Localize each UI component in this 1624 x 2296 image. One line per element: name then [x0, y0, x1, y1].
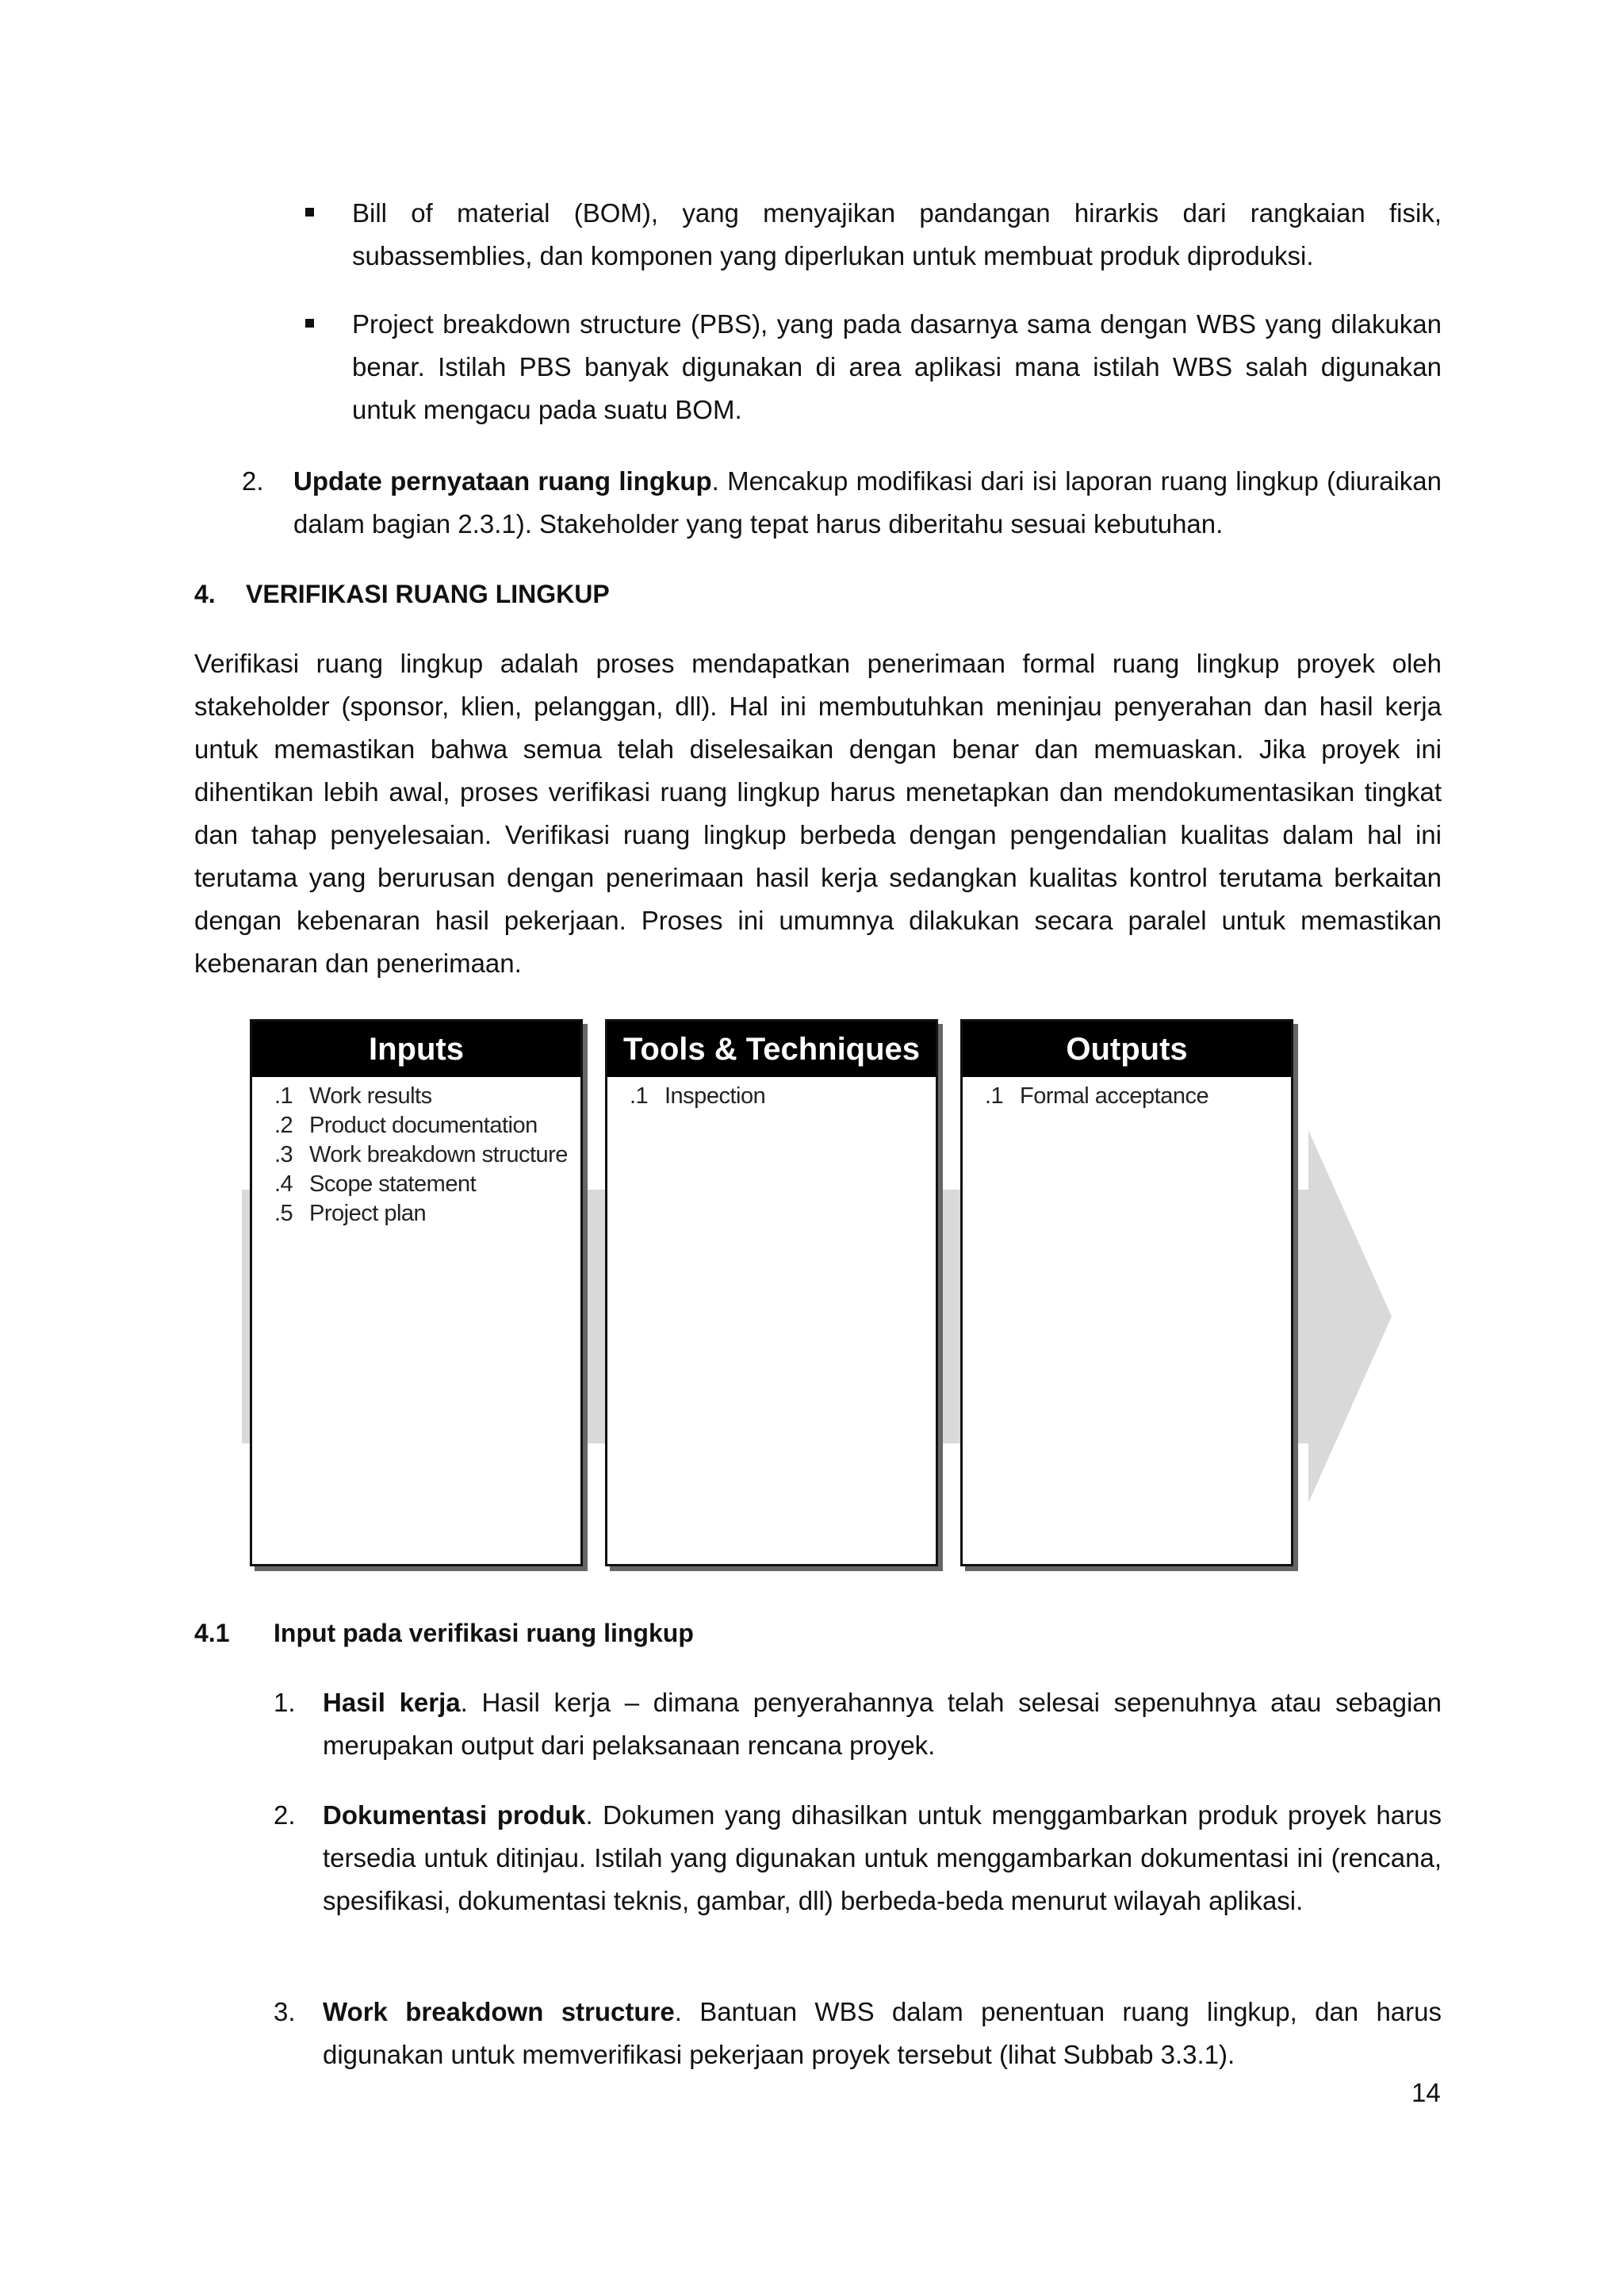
- bullet-pbs: Project breakdown structure (PBS), yang pada dasarnya sama dengan WBS yang dilakukan benar. Istilah PBS banyak digunakan di area aplikasi mana istilah WBS salah digunakan untuk mengacu pada suatu BOM.: [352, 309, 1442, 424]
- list-item: .4 Scope statement: [274, 1171, 477, 1197]
- inputs-box: [250, 1019, 583, 1566]
- item-title: Update pernyataan ruang lingkup: [293, 466, 712, 496]
- item-title: Hasil kerja: [323, 1688, 461, 1717]
- list-item: .3 Work breakdown structure: [274, 1142, 568, 1167]
- subsection-number: 4.1: [194, 1619, 230, 1647]
- item-number: 2.: [242, 466, 264, 496]
- item-hasil-kerja: [323, 1681, 1442, 1767]
- item-number: 1.: [274, 1688, 296, 1717]
- page-number: 14: [1411, 2078, 1441, 2107]
- bullet-marker: [305, 208, 314, 217]
- list-item: .1 Formal acceptance: [985, 1083, 1209, 1109]
- item-wbs: [323, 1991, 1442, 2076]
- item-text: . Hasil kerja – dimana penyerahannya telah selesai sepenuhnya atau sebagian merupakan output dari pelaksanaan rencana proyek.: [323, 1688, 1442, 1760]
- outputs-list: [963, 1077, 1291, 1111]
- item-title: Work breakdown structure: [323, 1997, 675, 2026]
- list-item: .1 Work results: [274, 1083, 432, 1109]
- itto-diagram: [238, 1019, 1396, 1574]
- item-text: . Bantuan WBS dalam penentuan ruang lingkup, dan harus digunakan untuk memverifikasi pekerjaan proyek tersebut (lihat Subbab 3.3.1).: [323, 1997, 1442, 2069]
- item-title: Dokumentasi produk: [323, 1800, 586, 1830]
- inputs-list: [252, 1077, 580, 1228]
- item-dokumentasi-produk: [323, 1794, 1442, 1922]
- outputs-header: Outputs: [963, 1022, 1291, 1077]
- section-title: VERIFIKASI RUANG LINGKUP: [246, 580, 610, 608]
- section-number: 4.: [194, 580, 216, 608]
- subsection-title: Input pada verifikasi ruang lingkup: [274, 1619, 694, 1647]
- bullet-bom: Bill of material (BOM), yang menyajikan pandangan hirarkis dari rangkaian fisik, subassemblies, dan komponen yang diperlukan untuk membuat produk diproduksi.: [352, 198, 1442, 270]
- list-item: .2 Product documentation: [274, 1113, 538, 1138]
- item-number: 2.: [274, 1800, 296, 1830]
- list-item: .1 Inspection: [630, 1083, 766, 1109]
- item-update-scope: [293, 460, 1442, 546]
- section-paragraph: Verifikasi ruang lingkup adalah proses mendapatkan penerimaan formal ruang lingkup proyek oleh stakeholder (sponsor, klien, pelanggan, dll). Hal ini membutuhkan meninjau penyerahan dan hasil kerja untuk memastikan bahwa semua telah diselesaikan dengan benar dan memuaskan. Jika proyek ini dihentikan lebih awal, proses verifikasi ruang lingkup harus menetapkan dan mendokumentasikan tingkat dan tahap penyelesaian. Verifikasi ruang lingkup berbeda dengan pengendalian kualitas dalam hal ini terutama yang berurusan dengan penerimaan hasil kerja sedangkan kualitas kontrol terutama berkaitan dengan kebenaran hasil pekerjaan. Proses ini umumnya dilakukan secara paralel untuk memastikan kebenaran dan penerimaan.: [194, 649, 1442, 978]
- bullet-marker: [305, 319, 314, 328]
- item-text: . Dokumen yang dihasilkan untuk menggambarkan produk proyek harus tersedia untuk ditinjau. Istilah yang digunakan untuk menggambarkan dokumentasi ini (rencana, spesifikasi, dokumentasi teknis, gambar, dll) berbeda-beda menurut wilayah aplikasi.: [323, 1800, 1442, 1915]
- tools-list: [607, 1077, 936, 1111]
- list-item: .5 Project plan: [274, 1201, 427, 1226]
- item-number: 3.: [274, 1997, 296, 2026]
- tools-box: [605, 1019, 938, 1566]
- inputs-header: Inputs: [252, 1022, 580, 1077]
- tools-header: Tools & Techniques: [607, 1022, 936, 1077]
- outputs-box: [960, 1019, 1293, 1566]
- item-text: . Mencakup modifikasi dari isi laporan ruang lingkup (diuraikan dalam bagian 2.3.1). Stakeholder yang tepat harus diberitahu sesuai kebutuhan.: [293, 466, 1442, 539]
